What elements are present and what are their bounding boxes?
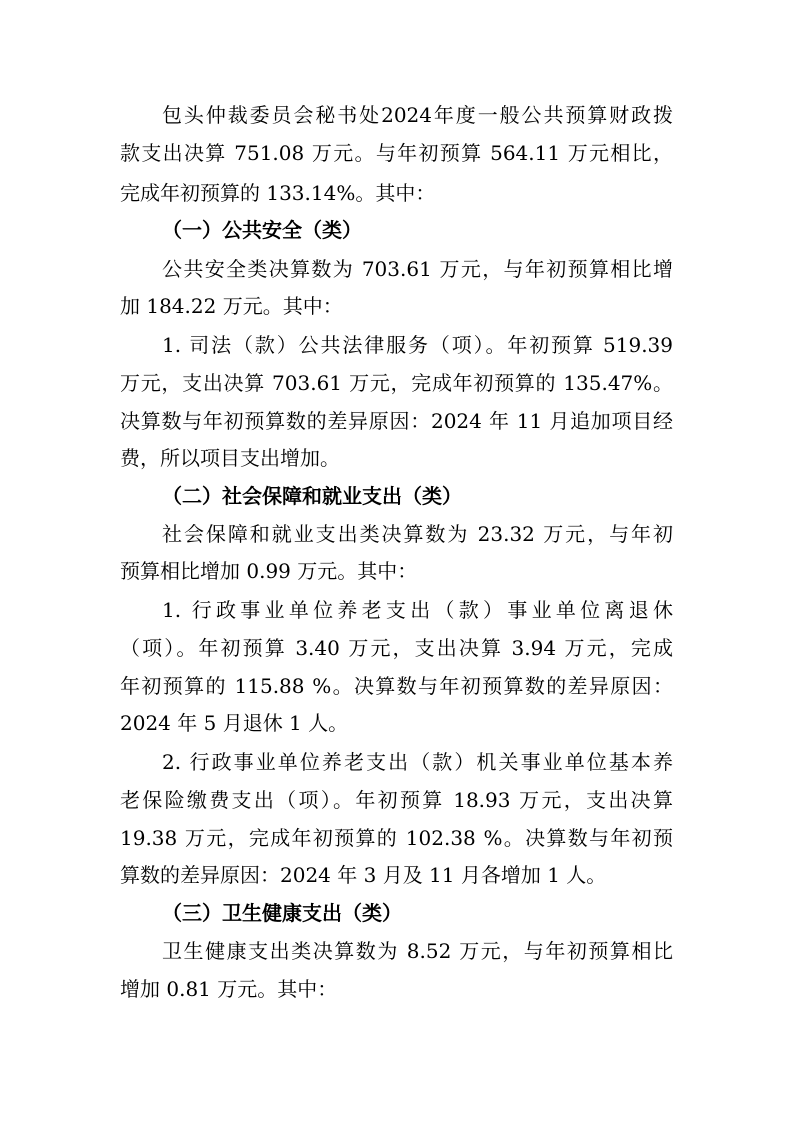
paragraph-line: 预算相比增加 0.99 万元。其中： (120, 559, 418, 583)
paragraph-line: 增加 0.81 万元。其中： (120, 977, 338, 1001)
section-heading: （三）卫生健康支出（类） (162, 901, 402, 925)
paragraph-line: （项）。年初预算 3.40 万元，支出决算 3.94 万元，完成 (120, 636, 673, 660)
paragraph-line: 加 184.22 万元。其中： (120, 294, 343, 318)
paragraph-line: 算数的差异原因：2024 年 3 月及 11 月各增加 1 人。 (120, 863, 607, 887)
paragraph-line: 费，所以项目支出增加。 (120, 446, 340, 470)
paragraph-line: 1. 司法（款）公共法律服务（项）。年初预算 519.39 (162, 333, 673, 357)
paragraph-line: 1. 行政事业单位养老支出（款）事业单位离退休 (162, 598, 673, 622)
paragraph-line: 包头仲裁委员会秘书处2024年度一般公共预算财政拨 (162, 103, 673, 127)
section-heading: （一）公共安全（类） (162, 218, 362, 242)
paragraph-line: 卫生健康支出类决算数为 8.52 万元，与年初预算相比 (162, 939, 673, 963)
paragraph-line: 社会保障和就业支出类决算数为 23.32 万元，与年初 (162, 522, 673, 546)
paragraph-line: 款支出决算 751.08 万元。与年初预算 564.11 万元相比， (120, 141, 673, 165)
paragraph-line: 老保险缴费支出（项）。年初预算 18.93 万元，支出决算 (120, 788, 673, 812)
paragraph-line: 完成年初预算的 133.14%。其中： (120, 181, 436, 205)
paragraph-line: 公共安全类决算数为 703.61 万元，与年初预算相比增 (162, 257, 673, 281)
paragraph-line: 万元，支出决算 703.61 万元，完成年初预算的 135.47%。 (120, 371, 673, 395)
paragraph-line: 年初预算的 115.88 %。决算数与年初预算数的差异原因： (120, 674, 673, 698)
paragraph-line: 19.38 万元，完成年初预算的 102.38 %。决算数与年初预 (120, 826, 673, 850)
paragraph-line: 决算数与年初预算数的差异原因：2024 年 11 月追加项目经 (120, 409, 673, 433)
paragraph-line: 2024 年 5 月退休 1 人。 (120, 711, 349, 735)
paragraph-line: 2. 行政事业单位养老支出（款）机关事业单位基本养 (162, 750, 673, 774)
section-heading: （二）社会保障和就业支出（类） (162, 484, 462, 508)
